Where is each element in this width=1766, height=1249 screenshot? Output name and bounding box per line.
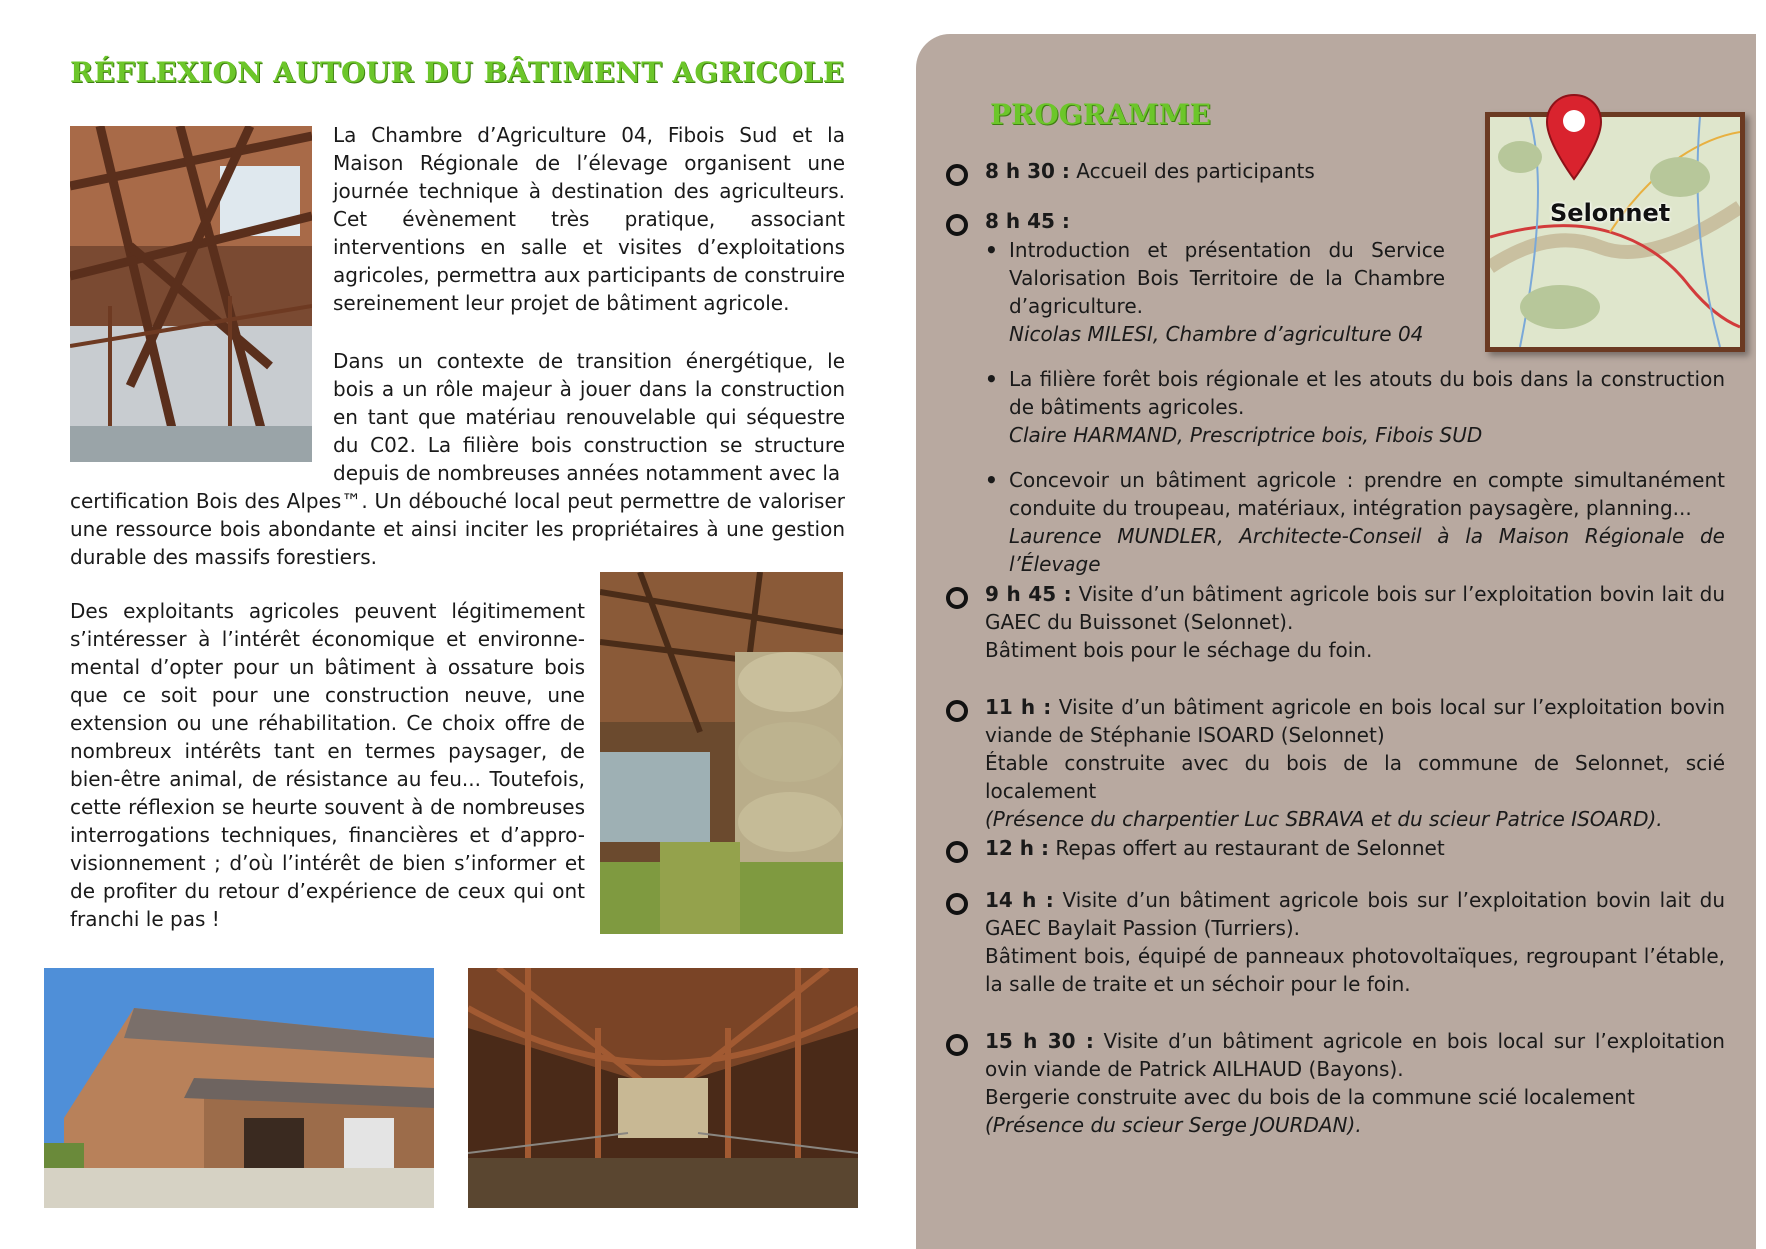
schedule-item: [985, 207, 1725, 235]
schedule-item: [985, 580, 1725, 664]
schedule-text: Repas offert au restaurant de Selonnet: [1049, 836, 1445, 860]
schedule-detail: Étable construite avec du bois de la commune de Selonnet, scié localement: [985, 751, 1725, 803]
sub-item-text: La filière forêt bois régionale et les atouts du bois dans la construction de bâtiments agricoles.: [1009, 367, 1725, 419]
schedule-text: Visite d’un bâtiment agricole en bois local sur l’exploitation bovin viande de Stéphanie ISOARD (Selonnet): [985, 695, 1726, 747]
dot-bullet-icon: •: [985, 367, 998, 391]
sub-item-text: Concevoir un bâtiment agricole : prendre en compte simultanément conduite du troupeau, matériaux, intégration paysagère, planning...: [1009, 468, 1725, 520]
intro-paragraph: La Chambre d’Agriculture 04, Fibois Sud et la Maison Régionale de l’élevage organisent une journée technique à destination des agriculteurs. Cet évènement très pratique, associant interventions en salle et visites d’exploitations agricoles, permettra aux participants de construire sereinement leur projet de bâtiment agricole.: [333, 123, 845, 315]
ring-bullet-icon: [946, 893, 968, 915]
ring-bullet-icon: [946, 214, 968, 236]
sub-item: [985, 236, 1445, 348]
ring-bullet-icon: [946, 841, 968, 863]
ring-bullet-icon: [946, 587, 968, 609]
schedule-time: 15 h 30 :: [985, 1029, 1094, 1053]
sub-item-speaker: Nicolas MILESI, Chambre d’agriculture 04: [1009, 322, 1424, 346]
sub-item-text: Introduction et présentation du Service Valorisation Bois Territoire de la Chambre d’agriculture.: [1009, 238, 1445, 318]
sub-item-speaker: Claire HARMAND, Prescriptrice bois, Fibois SUD: [1009, 423, 1483, 447]
ring-bullet-icon: [946, 700, 968, 722]
schedule-detail: Bergerie construite avec du bois de la commune scié localement: [985, 1085, 1635, 1109]
schedule-text: Visite d’un bâtiment agricole en bois local sur l’exploitation ovin viande de Patrick AILHAUD (Bayons).: [985, 1029, 1725, 1081]
schedule-item: [985, 157, 1725, 185]
schedule-time: 8 h 30 :: [985, 159, 1070, 183]
schedule-detail: Bâtiment bois pour le séchage du foin.: [985, 638, 1373, 662]
sub-item: [985, 365, 1725, 449]
schedule-detail: Bâtiment bois, équipé de panneaux photovoltaïques, regroupant l’étable, la salle de traite et un séchoir pour le foin.: [985, 944, 1725, 996]
schedule-item: [985, 834, 1725, 862]
schedule-note: (Présence du scieur Serge JOURDAN).: [985, 1113, 1362, 1137]
schedule-time: 12 h :: [985, 836, 1049, 860]
schedule-time: 9 h 45 :: [985, 582, 1072, 606]
ring-bullet-icon: [946, 1034, 968, 1056]
dot-bullet-icon: •: [985, 238, 998, 262]
left-title: RÉFLEXION AUTOUR DU BÂTIMENT AGRICOLE: [70, 56, 845, 89]
schedule-item: [985, 693, 1725, 833]
sub-item: [985, 466, 1725, 578]
sub-item-speaker: Laurence MUNDLER, Architecte-Conseil à la Maison Régionale de l’Élevage: [1009, 524, 1725, 576]
dot-bullet-icon: •: [985, 468, 998, 492]
schedule-text: Visite d’un bâtiment agricole bois sur l’exploitation bovin lait du GAEC Baylait Passion (Turriers).: [985, 888, 1726, 940]
photo-barn-exterior: [44, 968, 434, 1208]
context-paragraph-bottom: certification Bois des Alpes™. Un débouché local peut permettre de valoriser une ressource bois abondante et ainsi inciter les propriétaires à une gestion durable des massifs forestiers.: [70, 489, 845, 569]
map-label: Selonnet: [1550, 199, 1671, 227]
schedule-item: [985, 1027, 1725, 1139]
schedule-time: 8 h 45 :: [985, 209, 1070, 233]
photo-hay-barn: [600, 572, 843, 934]
photo-timber-frame-interior: [70, 126, 312, 462]
schedule-text: Accueil des participants: [1069, 159, 1315, 183]
schedule-time: 11 h :: [985, 695, 1052, 719]
ring-bullet-icon: [946, 164, 968, 186]
program-title: PROGRAMME: [990, 98, 1211, 131]
schedule-text: Visite d’un bâtiment agricole bois sur l’exploitation bovin lait du GAEC du Buissonet (Selonnet).: [985, 582, 1726, 634]
photo-stable-interior: [468, 968, 858, 1208]
farmers-paragraph: Des exploitants agricoles peuvent légitimement s’intéresser à l’intérêt économique et environne-mental d’opter pour un bâtiment à ossature bois que ce soit pour une construction neuve, une extension ou une réhabilitation. Ce choix offre de nombreux intérêts tant en termes paysager, de bien-être animal, de résistance au feu... Toutefois, cette réflexion se heurte souvent à de nombreuses interrogations techniques, financières et d’appro-visionnement ; d’où l’intérêt de bien s’informer et de profiter du retour d’expérience de ceux qui ont franchi le pas !: [70, 599, 585, 931]
context-paragraph-top: Dans un contexte de transition énergétique, le bois a un rôle majeur à jouer dans la construction en tant que matériau renouvelable qui séquestre du C02. La filière bois construction se structure depuis de nombreuses années notamment avec la: [333, 349, 845, 485]
schedule-time: 14 h :: [985, 888, 1054, 912]
schedule-item: [985, 886, 1725, 998]
schedule-note: (Présence du charpentier Luc SBRAVA et du scieur Patrice ISOARD).: [985, 807, 1663, 831]
